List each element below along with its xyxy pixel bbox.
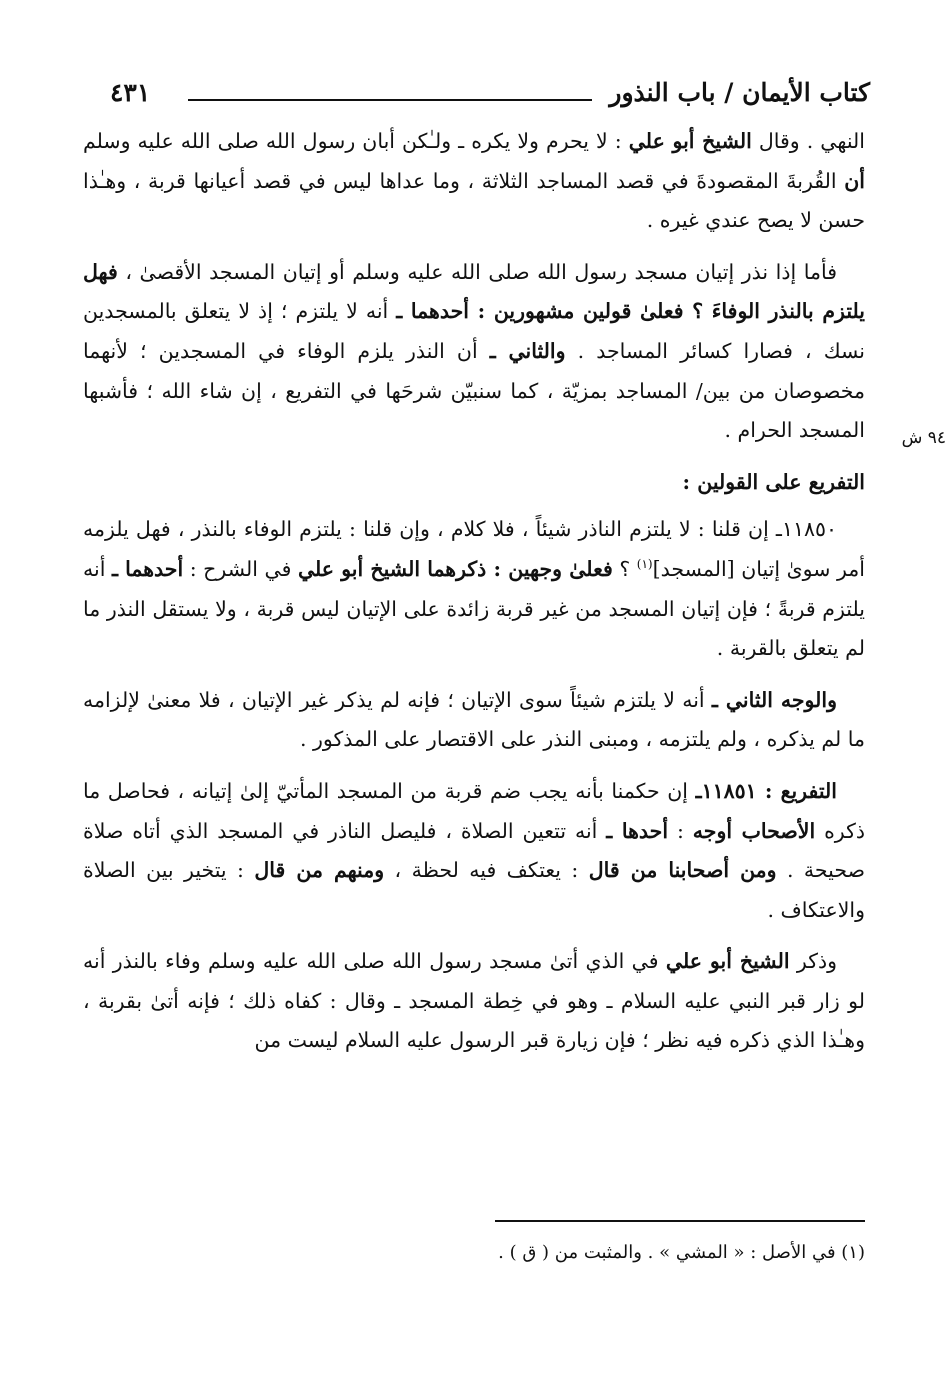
- bold-run: ومن أصحابنا من قال: [588, 858, 777, 883]
- text-run: ؟: [612, 556, 637, 581]
- text-run: : لا يحرم ولا يكره ـ ولـٰكن أبان رسول الله صلى الله عليه وسلم: [83, 129, 629, 153]
- running-header: [110, 78, 870, 122]
- bold-run: أحدها ـ: [606, 818, 669, 843]
- text-run: في الشرح :: [183, 556, 298, 581]
- paragraph-6: [83, 942, 865, 1061]
- paragraph-1: [83, 122, 865, 241]
- text-run: أنه تتعين الصلاة ، فليصل الناذر في المسجد الذي أتاه صلاة صحيحة .: [83, 818, 865, 883]
- paragraph-5: [83, 772, 865, 930]
- bold-run: الشيخ أبو علي: [628, 129, 752, 153]
- header-rule: [188, 99, 592, 101]
- paragraph-4: [83, 681, 865, 760]
- paragraph-3: [83, 510, 865, 668]
- section-heading: التفريع على القولين :: [682, 469, 865, 494]
- text-run: فأما إذا نذر إتيان مسجد رسول الله صلى الله عليه وسلم أو إتيان المسجد الأقصىٰ ،: [117, 259, 837, 284]
- bold-run: ومنهم من قال: [254, 858, 385, 883]
- margin-note: ٩٤ ش: [901, 428, 946, 448]
- text-run: إن حكمنا بأنه يجب ضم قربة من المسجد المأتيّ إلىٰ إتيانه ، فحاصل ما ذكره: [83, 778, 866, 843]
- bold-run: فهل يلتزم بالنذر الوفاءَ ؟ فعلىٰ قولين مشهورين : أحدهما ـ: [83, 259, 865, 324]
- footnote: (١) في الأصل : « المشي » . والمثبت من ( ق ) .: [498, 1242, 865, 1263]
- footnote-rule: [495, 1220, 865, 1222]
- text-run: أنه لا يلتزم ؛ إذ لا يتعلق بالمسجدين نسك ، فصارا كسائر المساجد .: [83, 299, 865, 363]
- bold-run: والثاني ـ: [489, 338, 566, 363]
- text-run: النهي . وقال: [751, 129, 865, 153]
- text-run: : يعتكف فيه لحظة ،: [384, 858, 589, 883]
- text-run: وذكر: [789, 949, 837, 974]
- text-run: أنه لا يلتزم شيئاً سوى الإتيان ؛ فإنه لم يذكر غير الإتيان ، فلا معنىٰ لإلزامه ما لم يذكره ، ولم يلتزمه ، ومبنى النذر على الاقتصار على المذكور .: [83, 687, 865, 752]
- bold-run: التفريع : ١١٨٥١ـ: [695, 778, 837, 803]
- text-run: القُربةَ المقصودةَ في قصد المساجد الثلاثة ، وما عداها ليس في قصد أعيانها قربة ، وهـٰذا حسن لا يصح عندي غيره .: [83, 168, 865, 233]
- bold-run: الأصحاب أوجه: [692, 818, 816, 843]
- header-title: كتاب الأيمان / باب النذور: [609, 78, 870, 107]
- text-run: : يتخير بين الصلاة والاعتكاف .: [83, 858, 865, 922]
- bold-run: والوجه الثاني ـ: [711, 687, 837, 712]
- bold-run: الشيخ أبو علي: [665, 949, 790, 974]
- text-run: أن النذر يلزم الوفاء في المسجدين ؛ لأنهما مخصوصان من بين/ المساجد بمزيّة ، كما سنبيّن شرحَها في التفريع ، إن شاء الله ؛ فأشبها المسجد الحرام .: [83, 338, 865, 443]
- main-text: [83, 122, 865, 1073]
- bold-run: أحدهما ـ: [111, 556, 184, 581]
- bold-run: أن: [844, 168, 865, 193]
- text-run: في الذي أتىٰ مسجد رسول الله صلى الله عليه وسلم وفاء بالنذر أنه لو زار قبر النبي عليه السلام ـ وهو في خِطة المسجد ـ وقال : كفاه ذلك ؛ فإنه أتىٰ بقربة ، وهـٰذا الذي ذكره فيه نظر ؛ فإن زيارة قبر الرسول عليه السلام ليست من: [83, 949, 865, 1053]
- text-run: :: [668, 818, 693, 843]
- footnote-marker: (١): [636, 557, 653, 572]
- text-run: ١١٨٥٠ـ إن قلنا : لا يلتزم الناذر شيئاً ، فلا كلام ، وإن قلنا : يلتزم الوفاء بالنذر ، فهل يلزمه أمر سوىٰ إتيان [المسجد]: [83, 517, 865, 581]
- page-number: ٤٣١: [110, 78, 151, 107]
- paragraph-2: [83, 253, 865, 451]
- bold-run: فعلىٰ وجهين : ذكرهما الشيخ أبو علي: [297, 556, 613, 581]
- text-run: أنه يلتزم قربةً ؛ فإن إتيان المسجد من غير قربة زائدة على الإتيان ليس قربة ، ولا يستقل النذر ما لم يتعلق بالقربة .: [83, 556, 865, 661]
